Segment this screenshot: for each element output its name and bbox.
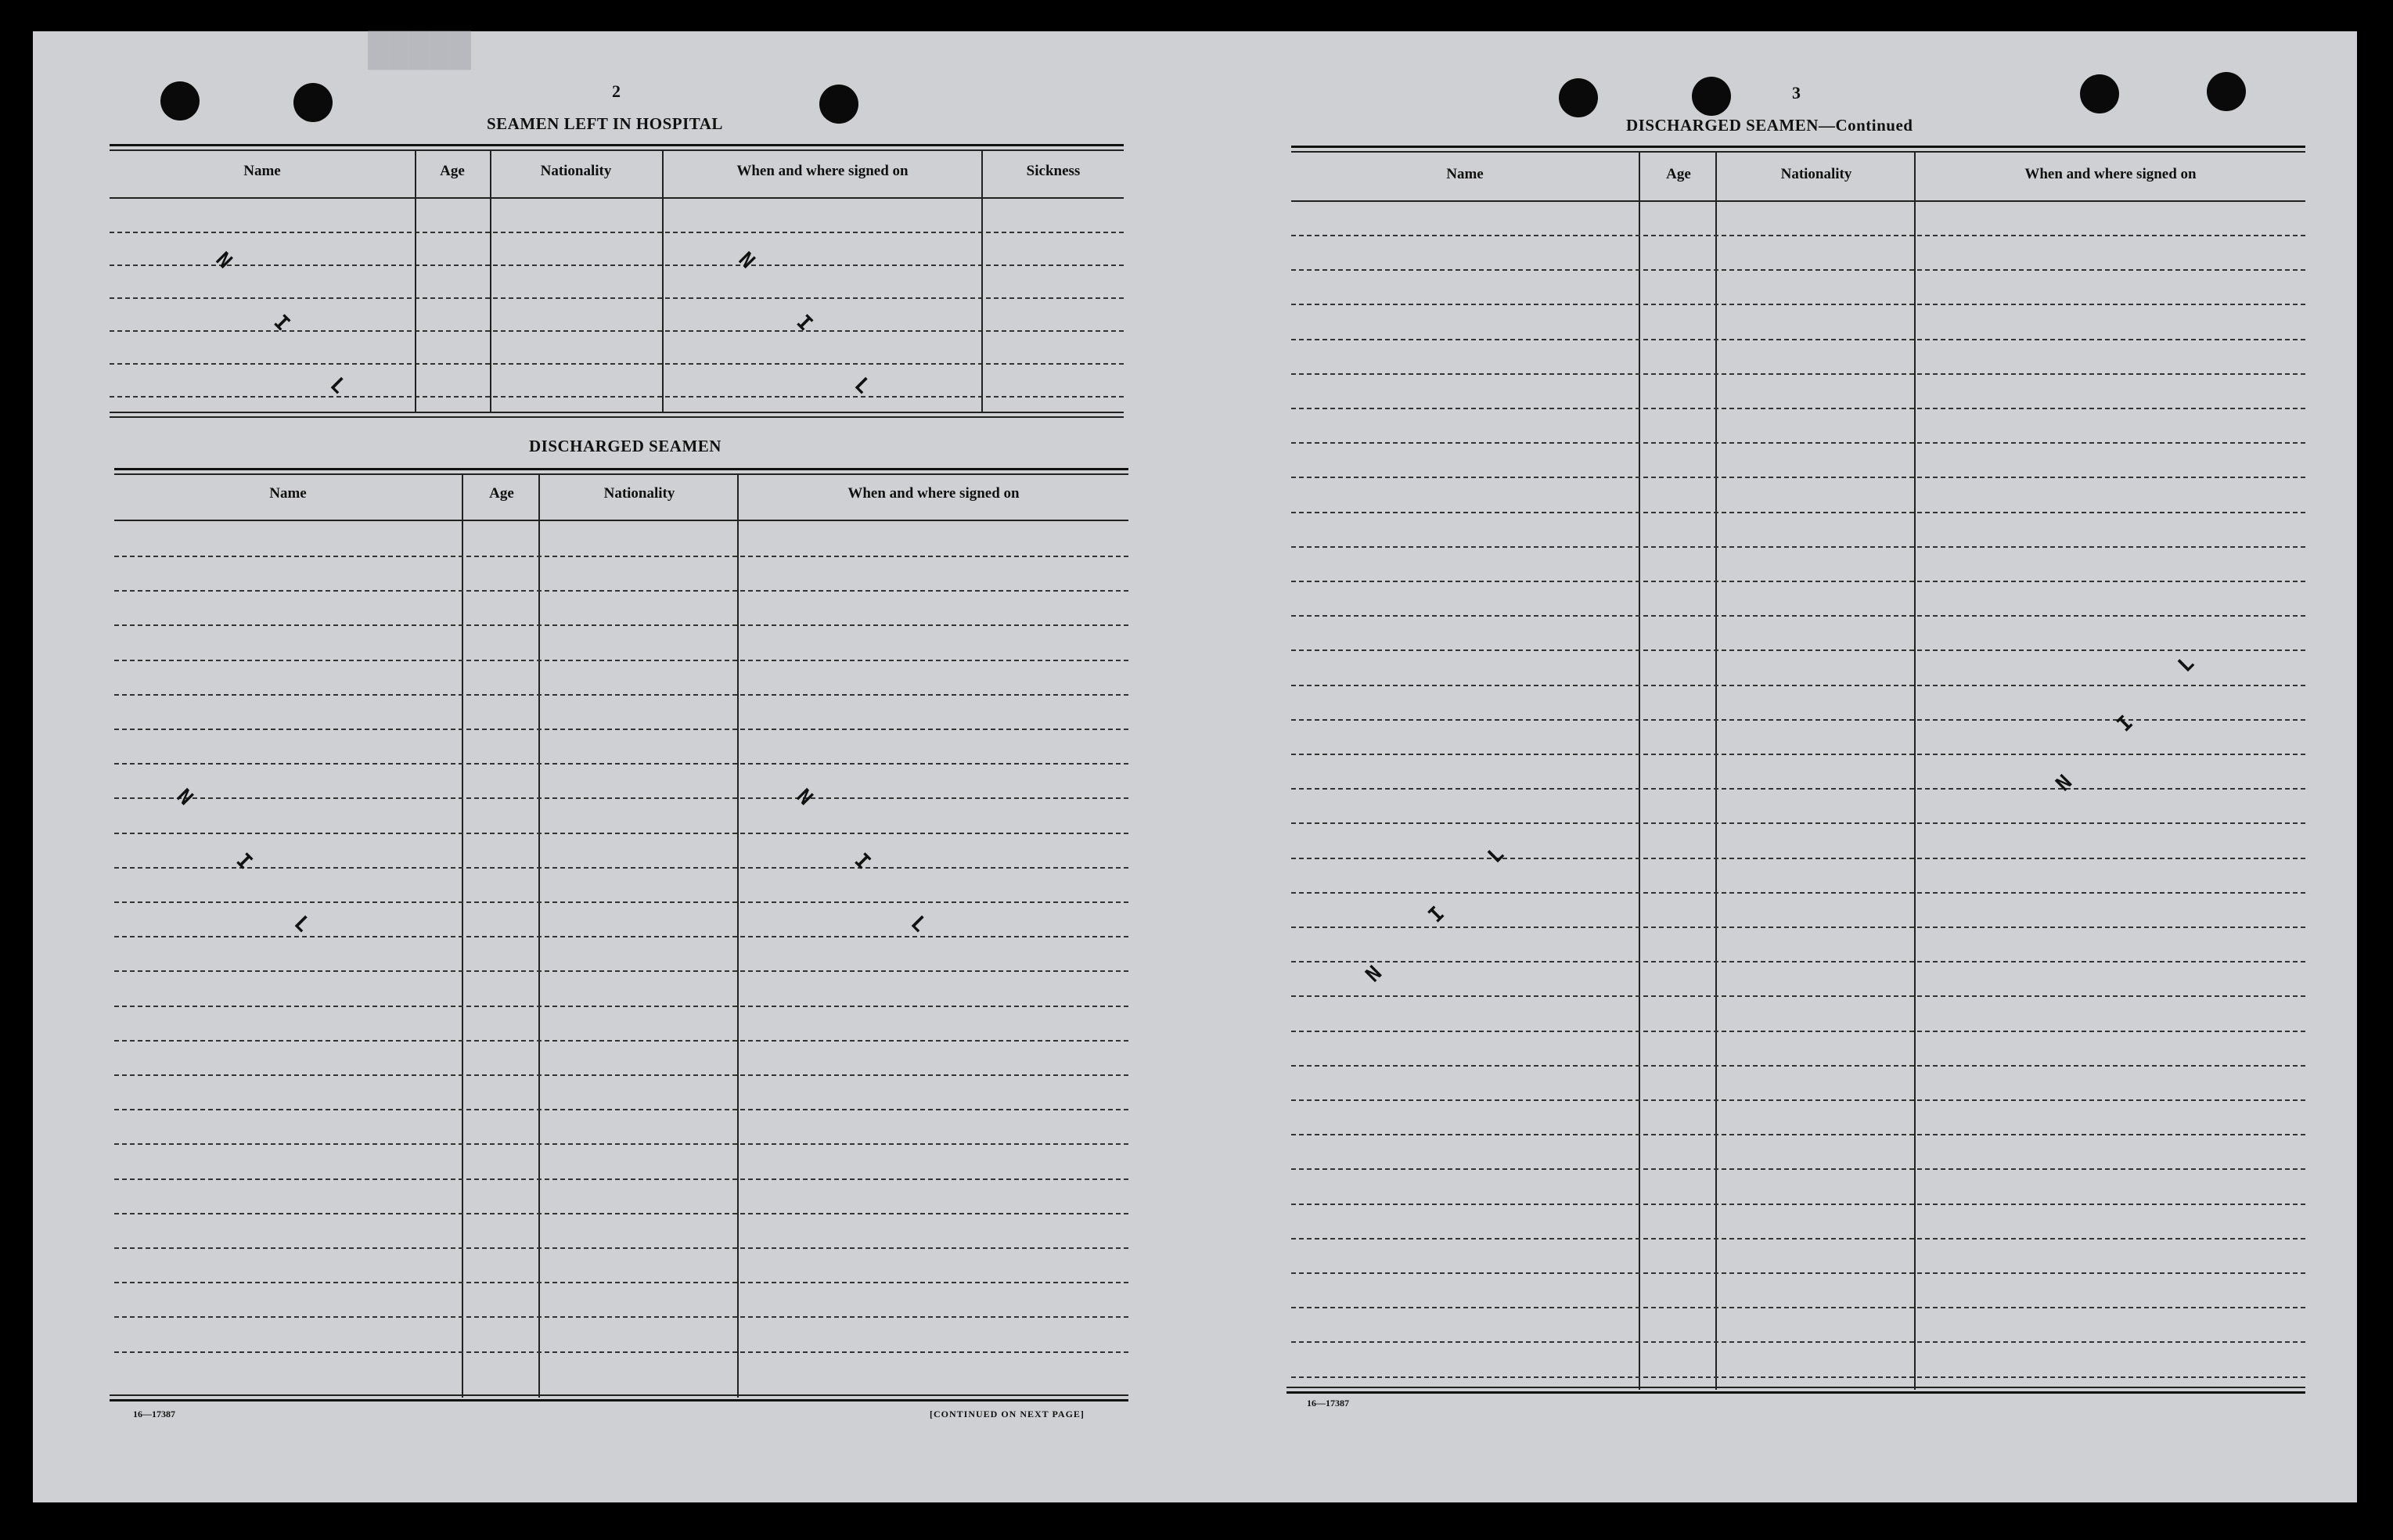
table-row <box>1291 1272 2305 1274</box>
punch-hole <box>1692 77 1731 116</box>
table-row <box>1291 442 2305 444</box>
table-row <box>114 936 1128 937</box>
entry-nil-signed: L <box>849 372 875 399</box>
punch-hole <box>2080 74 2119 113</box>
entry-nil-name: I <box>231 848 257 875</box>
table-row <box>1291 995 2305 997</box>
col-header-name: Name <box>243 163 281 179</box>
col-header-nationality: Nationality <box>540 163 612 179</box>
form-number: 16—17387 <box>133 1409 175 1419</box>
col-header-sickness: Sickness <box>1026 163 1081 179</box>
table-row <box>1291 892 2305 894</box>
form-number: 16—17387 <box>1307 1398 1349 1409</box>
table-row <box>1291 477 2305 478</box>
discharged-section-title: DISCHARGED SEAMEN <box>529 437 721 455</box>
col-header-nationality: Nationality <box>1780 166 1852 182</box>
col-header-signed-on: When and where signed on <box>847 485 1020 502</box>
table-row <box>1291 1238 2305 1240</box>
table-row <box>1291 235 2305 236</box>
table-row <box>1291 822 2305 824</box>
table-row <box>1291 1341 2305 1343</box>
table-row <box>114 729 1128 730</box>
col-header-name: Name <box>1446 166 1484 182</box>
entry-nil-signed: I <box>791 310 817 336</box>
table-row <box>1291 927 2305 928</box>
col-header-signed-on: When and where signed on <box>2024 166 2197 182</box>
col-header-signed-on: When and where signed on <box>736 163 909 179</box>
table-row <box>1291 961 2305 962</box>
page-number: 2 <box>612 81 621 101</box>
table-row <box>114 1282 1128 1283</box>
table-row <box>114 1074 1128 1076</box>
col-header-age: Age <box>1666 166 1691 182</box>
bleed-through: █████ <box>368 31 472 70</box>
punch-hole <box>2207 72 2246 111</box>
col-header-age: Age <box>489 485 514 502</box>
entry-nil-name: N <box>171 784 197 811</box>
table-row <box>1291 1307 2305 1308</box>
col-header-nationality: Nationality <box>603 485 675 502</box>
title-main: DISCHARGED SEAMEN <box>1626 116 1819 135</box>
discharged-continued-title <box>1626 116 1913 135</box>
entry-nil-signed: L <box>2173 651 2199 678</box>
continued-note: [CONTINUED ON NEXT PAGE] <box>930 1409 1085 1419</box>
entry-nil-name: L <box>289 911 315 937</box>
table-row <box>114 833 1128 834</box>
entry-nil-signed: I <box>2112 711 2138 737</box>
table-row <box>1291 615 2305 617</box>
entry-nil-name: L <box>325 372 351 399</box>
entry-nil-name: L <box>1483 842 1509 869</box>
table-row <box>114 1247 1128 1249</box>
table-row <box>114 590 1128 592</box>
table-row <box>114 1213 1128 1214</box>
table-row <box>1291 1031 2305 1032</box>
table-row <box>1291 581 2305 582</box>
punch-hole <box>1559 78 1598 117</box>
table-row <box>1291 512 2305 513</box>
table-row <box>114 624 1128 626</box>
table-row <box>1291 546 2305 548</box>
table-row <box>1291 1099 2305 1101</box>
hospital-section-title: SEAMEN LEFT IN HOSPITAL <box>487 114 723 133</box>
table-row <box>114 763 1128 765</box>
table-row <box>114 1178 1128 1180</box>
table-row <box>114 660 1128 661</box>
table-row <box>114 797 1128 799</box>
page-number: 3 <box>1792 83 1801 103</box>
table-row <box>1291 373 2305 375</box>
table-row <box>114 556 1128 557</box>
entry-nil-signed: N <box>2051 770 2077 797</box>
table-row <box>114 867 1128 869</box>
punch-hole <box>819 85 858 124</box>
table-row <box>114 901 1128 903</box>
table-row <box>114 1316 1128 1318</box>
entry-nil-name: N <box>211 247 236 274</box>
table-row <box>114 1351 1128 1353</box>
table-row <box>1291 1134 2305 1135</box>
table-row <box>1291 788 2305 790</box>
table-row <box>114 1143 1128 1145</box>
table-row <box>1291 685 2305 686</box>
entry-nil-signed: N <box>791 784 817 811</box>
entry-nil-name: I <box>268 310 294 336</box>
entry-nil-signed: L <box>905 911 931 937</box>
table-row <box>1291 1204 2305 1205</box>
col-header-age: Age <box>440 163 465 179</box>
table-row <box>114 1040 1128 1042</box>
table-row <box>1291 649 2305 651</box>
table-row <box>1291 269 2305 271</box>
table-row <box>1291 339 2305 340</box>
entry-nil-signed: N <box>733 247 759 274</box>
punch-hole <box>293 83 333 122</box>
table-row <box>114 1109 1128 1110</box>
table-row <box>1291 408 2305 409</box>
table-row <box>1291 858 2305 859</box>
table-row <box>1291 754 2305 755</box>
table-row <box>1291 1168 2305 1170</box>
table-row <box>1291 1376 2305 1378</box>
table-row <box>114 694 1128 696</box>
entry-nil-signed: I <box>849 848 875 875</box>
punch-hole <box>160 81 200 121</box>
entry-nil-name: N <box>1361 961 1387 988</box>
col-header-name: Name <box>269 485 307 502</box>
table-row <box>1291 1065 2305 1067</box>
entry-nil-name: I <box>1423 901 1449 928</box>
table-row <box>114 970 1128 972</box>
table-row <box>114 1006 1128 1007</box>
table-row <box>1291 304 2305 305</box>
table-row <box>1291 719 2305 721</box>
title-suffix: —Continued <box>1818 116 1913 135</box>
